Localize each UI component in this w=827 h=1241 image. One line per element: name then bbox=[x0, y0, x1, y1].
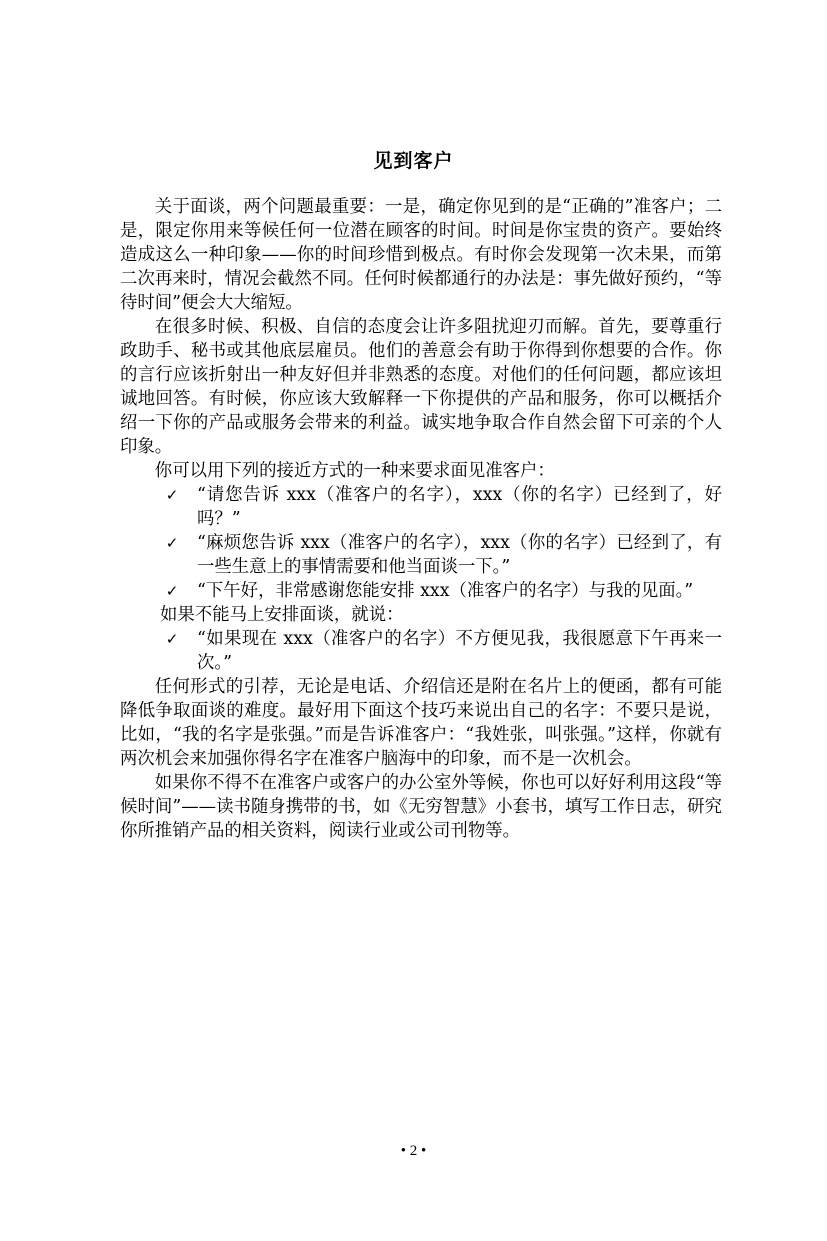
page-title: 见到客户 bbox=[373, 150, 454, 172]
checkmark-icon: ✓ bbox=[165, 486, 179, 504]
list-item-text: “麻烦您告诉 xxx（准客户的名字），xxx（你的名字）已经到了，有一些生意上的事情需要和他当面谈一下。” bbox=[197, 533, 722, 577]
checkmark-icon: ✓ bbox=[165, 534, 179, 552]
page-number: • 2 • bbox=[400, 1143, 427, 1159]
checkmark-icon: ✓ bbox=[165, 630, 179, 648]
approach-list bbox=[120, 483, 722, 603]
paragraph-interview-questions: 关于面谈，两个问题最重要：一是，确定你见到的是“正确的”准客户；二是，限定你用来等候任何一位潜在顾客的时间。时间是你宝贵的资产。要始终造成这么一种印象——你的时间珍惜到极点。有时你会发现第一次未果，而第二次再来时，情况会截然不同。任何时候都通行的办法是：事先做好预约，“等待时间”便会大大缩短。 bbox=[120, 197, 722, 313]
paragraph-positive-attitude: 在很多时候、积极、自信的态度会让许多阻扰迎刃而解。首先，要尊重行政助手、秘书或其他底层雇员。他们的善意会有助于你得到你想要的合作。你的言行应该折射出一种友好但并非熟悉的态度。对他们的任何问题，都应该坦诚地回答。有时候，你应该大致解释一下你提供的产品和服务，你可以概括介绍一下你的产品或服务会带来的利益。诚实地争取合作自然会留下可亲的个人印象。 bbox=[120, 317, 722, 457]
paragraph-fallback-intro: 如果不能马上安排面谈，就说： bbox=[160, 605, 404, 625]
list-item bbox=[120, 483, 722, 531]
body-text bbox=[120, 195, 722, 843]
list-item bbox=[120, 579, 722, 603]
paragraph-waiting-time: 如果你不得不在准客户或客户的办公室外等候，你也可以好好利用这段“等候时间”——读书随身携带的书，如《无穷智慧》小套书，填写工作日志，研究你所推销产品的相关资料，阅读行业或公司刊物等。 bbox=[120, 773, 722, 841]
list-item-text: “如果现在 xxx（准客户的名字）不方便见我，我很愿意下午再来一次。” bbox=[197, 629, 722, 673]
fallback-list bbox=[120, 627, 722, 675]
checkmark-icon: ✓ bbox=[165, 582, 179, 600]
paragraph-approach-intro: 你可以用下列的接近方式的一种来要求面见准客户： bbox=[154, 461, 555, 481]
paragraph-introduction-name: 任何形式的引荐，无论是电话、介绍信还是附在名片上的便函，都有可能降低争取面谈的难度。最好用下面这个技巧来说出自己的名字：不要只是说，比如，“我的名字是张强。”而是告诉准客户：“我姓张，叫张强。”这样，你就有两次机会来加强你得名字在准客户脑海中的印象，而不是一次机会。 bbox=[120, 677, 722, 769]
list-item-text: “下午好，非常感谢您能安排 xxx（准客户的名字）与我的见面。” bbox=[197, 581, 694, 601]
list-item-text: “请您告诉 xxx（准客户的名字），xxx（你的名字）已经到了，好吗？” bbox=[197, 485, 722, 529]
list-item bbox=[120, 627, 722, 675]
list-item bbox=[120, 531, 722, 579]
